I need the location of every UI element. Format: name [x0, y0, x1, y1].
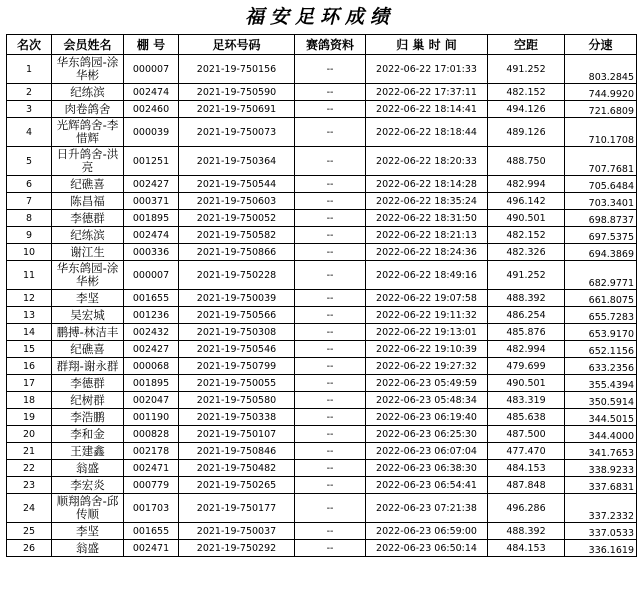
header-rank: 名次 — [7, 35, 52, 55]
table-row — [7, 84, 637, 101]
cell-pigeon-info: -- — [295, 341, 366, 358]
cell-ring-number: 2021-19-750107 — [179, 426, 295, 443]
cell-return-time: 2022-06-23 06:54:41 — [366, 477, 488, 494]
cell-return-time: 2022-06-23 06:19:40 — [366, 409, 488, 426]
cell-loft-number: 001190 — [124, 409, 179, 426]
cell-pigeon-info: -- — [295, 540, 366, 557]
cell-speed: 337.2332 — [565, 494, 637, 523]
cell-return-time: 2022-06-22 19:10:39 — [366, 341, 488, 358]
cell-loft-number: 000068 — [124, 358, 179, 375]
cell-distance: 489.126 — [488, 118, 565, 147]
cell-member-name: 翁盛 — [52, 540, 124, 557]
cell-return-time: 2022-06-22 18:24:36 — [366, 244, 488, 261]
cell-return-time: 2022-06-23 06:38:30 — [366, 460, 488, 477]
cell-pigeon-info: -- — [295, 261, 366, 290]
table-row — [7, 358, 637, 375]
cell-distance: 496.142 — [488, 193, 565, 210]
cell-pigeon-info: -- — [295, 227, 366, 244]
cell-rank: 1 — [7, 55, 52, 84]
cell-distance: 485.638 — [488, 409, 565, 426]
cell-ring-number: 2021-19-750544 — [179, 176, 295, 193]
cell-pigeon-info: -- — [295, 426, 366, 443]
cell-pigeon-info: -- — [295, 409, 366, 426]
cell-loft-number: 002427 — [124, 341, 179, 358]
cell-return-time: 2022-06-23 06:59:00 — [366, 523, 488, 540]
cell-distance: 485.876 — [488, 324, 565, 341]
table-row — [7, 290, 637, 307]
cell-ring-number: 2021-19-750039 — [179, 290, 295, 307]
cell-ring-number: 2021-19-750590 — [179, 84, 295, 101]
cell-loft-number: 002427 — [124, 176, 179, 193]
cell-distance: 482.994 — [488, 176, 565, 193]
cell-speed: 344.4000 — [565, 426, 637, 443]
cell-speed: 721.6809 — [565, 101, 637, 118]
cell-loft-number: 001655 — [124, 290, 179, 307]
table-row — [7, 227, 637, 244]
cell-loft-number: 002474 — [124, 227, 179, 244]
cell-ring-number: 2021-19-750846 — [179, 443, 295, 460]
cell-distance: 494.126 — [488, 101, 565, 118]
cell-return-time: 2022-06-22 17:01:33 — [366, 55, 488, 84]
cell-pigeon-info: -- — [295, 55, 366, 84]
table-row — [7, 375, 637, 392]
cell-loft-number: 001703 — [124, 494, 179, 523]
cell-loft-number: 000371 — [124, 193, 179, 210]
cell-pigeon-info: -- — [295, 290, 366, 307]
cell-distance: 484.153 — [488, 460, 565, 477]
table-row — [7, 341, 637, 358]
table-row — [7, 477, 637, 494]
cell-pigeon-info: -- — [295, 358, 366, 375]
cell-distance: 490.501 — [488, 375, 565, 392]
cell-speed: 344.5015 — [565, 409, 637, 426]
table-row — [7, 307, 637, 324]
cell-distance: 491.252 — [488, 55, 565, 84]
cell-ring-number: 2021-19-750482 — [179, 460, 295, 477]
table-row — [7, 392, 637, 409]
cell-return-time: 2022-06-22 19:27:32 — [366, 358, 488, 375]
cell-loft-number: 000007 — [124, 55, 179, 84]
cell-member-name: 翁盛 — [52, 460, 124, 477]
cell-member-name: 纪树群 — [52, 392, 124, 409]
cell-ring-number: 2021-19-750364 — [179, 147, 295, 176]
cell-loft-number: 001251 — [124, 147, 179, 176]
cell-rank: 15 — [7, 341, 52, 358]
header-loft-number: 棚 号 — [124, 35, 179, 55]
cell-distance: 482.152 — [488, 84, 565, 101]
table-row — [7, 118, 637, 147]
cell-ring-number: 2021-19-750177 — [179, 494, 295, 523]
cell-rank: 13 — [7, 307, 52, 324]
cell-ring-number: 2021-19-750055 — [179, 375, 295, 392]
cell-pigeon-info: -- — [295, 84, 366, 101]
header-pigeon-info: 赛鸽资料 — [295, 35, 366, 55]
cell-rank: 20 — [7, 426, 52, 443]
table-row — [7, 324, 637, 341]
table-row — [7, 193, 637, 210]
table-row — [7, 540, 637, 557]
cell-rank: 8 — [7, 210, 52, 227]
header-speed: 分速 — [565, 35, 637, 55]
cell-ring-number: 2021-19-750073 — [179, 118, 295, 147]
cell-return-time: 2022-06-22 19:11:32 — [366, 307, 488, 324]
cell-distance: 487.500 — [488, 426, 565, 443]
cell-ring-number: 2021-19-750799 — [179, 358, 295, 375]
cell-ring-number: 2021-19-750265 — [179, 477, 295, 494]
cell-member-name: 肉卷鸽舍 — [52, 101, 124, 118]
cell-member-name: 鹏搏-林洁丰 — [52, 324, 124, 341]
cell-distance: 482.994 — [488, 341, 565, 358]
cell-speed: 336.1619 — [565, 540, 637, 557]
cell-loft-number: 002471 — [124, 540, 179, 557]
cell-rank: 18 — [7, 392, 52, 409]
cell-member-name: 纪礁喜 — [52, 176, 124, 193]
header-return-time: 归 巢 时 间 — [366, 35, 488, 55]
cell-ring-number: 2021-19-750228 — [179, 261, 295, 290]
cell-ring-number: 2021-19-750037 — [179, 523, 295, 540]
cell-loft-number: 000828 — [124, 426, 179, 443]
cell-speed: 655.7283 — [565, 307, 637, 324]
cell-pigeon-info: -- — [295, 392, 366, 409]
cell-member-name: 陈昌福 — [52, 193, 124, 210]
cell-distance: 484.153 — [488, 540, 565, 557]
cell-speed: 341.7653 — [565, 443, 637, 460]
cell-distance: 487.848 — [488, 477, 565, 494]
table-body — [7, 55, 637, 557]
cell-member-name: 李坚 — [52, 290, 124, 307]
cell-pigeon-info: -- — [295, 244, 366, 261]
table-row — [7, 147, 637, 176]
cell-rank: 6 — [7, 176, 52, 193]
cell-return-time: 2022-06-23 06:50:14 — [366, 540, 488, 557]
cell-speed: 337.0533 — [565, 523, 637, 540]
results-table — [6, 34, 637, 557]
cell-distance: 496.286 — [488, 494, 565, 523]
header-distance: 空距 — [488, 35, 565, 55]
cell-ring-number: 2021-19-750580 — [179, 392, 295, 409]
cell-pigeon-info: -- — [295, 477, 366, 494]
cell-return-time: 2022-06-22 19:13:01 — [366, 324, 488, 341]
cell-pigeon-info: -- — [295, 523, 366, 540]
cell-member-name: 纪练滨 — [52, 227, 124, 244]
cell-speed: 705.6484 — [565, 176, 637, 193]
cell-pigeon-info: -- — [295, 460, 366, 477]
cell-rank: 7 — [7, 193, 52, 210]
cell-return-time: 2022-06-23 06:07:04 — [366, 443, 488, 460]
cell-member-name: 纪礁喜 — [52, 341, 124, 358]
cell-loft-number: 000779 — [124, 477, 179, 494]
cell-ring-number: 2021-19-750338 — [179, 409, 295, 426]
cell-loft-number: 000336 — [124, 244, 179, 261]
cell-pigeon-info: -- — [295, 375, 366, 392]
cell-speed: 652.1156 — [565, 341, 637, 358]
cell-rank: 14 — [7, 324, 52, 341]
cell-return-time: 2022-06-22 18:18:44 — [366, 118, 488, 147]
cell-rank: 4 — [7, 118, 52, 147]
cell-rank: 23 — [7, 477, 52, 494]
cell-ring-number: 2021-19-750156 — [179, 55, 295, 84]
cell-member-name: 王建鑫 — [52, 443, 124, 460]
cell-distance: 488.750 — [488, 147, 565, 176]
cell-rank: 9 — [7, 227, 52, 244]
cell-rank: 22 — [7, 460, 52, 477]
cell-speed: 694.3869 — [565, 244, 637, 261]
cell-speed: 803.2845 — [565, 55, 637, 84]
cell-member-name: 顺翔鸽舍-邱传顺 — [52, 494, 124, 523]
cell-member-name: 华东鸽园-涂华彬 — [52, 55, 124, 84]
header-member-name: 会员姓名 — [52, 35, 124, 55]
cell-distance: 482.326 — [488, 244, 565, 261]
cell-member-name: 李德群 — [52, 375, 124, 392]
cell-rank: 10 — [7, 244, 52, 261]
cell-loft-number: 001655 — [124, 523, 179, 540]
cell-speed: 355.4394 — [565, 375, 637, 392]
cell-member-name: 谢江生 — [52, 244, 124, 261]
cell-speed: 697.5375 — [565, 227, 637, 244]
cell-return-time: 2022-06-22 18:14:41 — [366, 101, 488, 118]
cell-rank: 5 — [7, 147, 52, 176]
cell-loft-number: 002460 — [124, 101, 179, 118]
cell-pigeon-info: -- — [295, 494, 366, 523]
cell-distance: 491.252 — [488, 261, 565, 290]
cell-pigeon-info: -- — [295, 147, 366, 176]
cell-rank: 19 — [7, 409, 52, 426]
table-row — [7, 494, 637, 523]
cell-rank: 21 — [7, 443, 52, 460]
table-row — [7, 210, 637, 227]
cell-distance: 488.392 — [488, 523, 565, 540]
cell-pigeon-info: -- — [295, 307, 366, 324]
cell-member-name: 李浩鹏 — [52, 409, 124, 426]
cell-speed: 661.8075 — [565, 290, 637, 307]
cell-loft-number: 001895 — [124, 375, 179, 392]
cell-ring-number: 2021-19-750308 — [179, 324, 295, 341]
cell-return-time: 2022-06-23 05:48:34 — [366, 392, 488, 409]
cell-member-name: 李和金 — [52, 426, 124, 443]
cell-return-time: 2022-06-22 17:37:11 — [366, 84, 488, 101]
cell-rank: 16 — [7, 358, 52, 375]
cell-ring-number: 2021-19-750603 — [179, 193, 295, 210]
cell-return-time: 2022-06-22 19:07:58 — [366, 290, 488, 307]
cell-rank: 3 — [7, 101, 52, 118]
cell-speed: 707.7681 — [565, 147, 637, 176]
cell-member-name: 李宏炎 — [52, 477, 124, 494]
cell-speed: 633.2356 — [565, 358, 637, 375]
cell-return-time: 2022-06-23 06:25:30 — [366, 426, 488, 443]
cell-loft-number: 001236 — [124, 307, 179, 324]
cell-distance: 479.699 — [488, 358, 565, 375]
cell-member-name: 光辉鸽舍-李惜辉 — [52, 118, 124, 147]
page-title: 福安足环成绩 — [244, 6, 395, 28]
cell-distance: 483.319 — [488, 392, 565, 409]
cell-speed: 338.9233 — [565, 460, 637, 477]
cell-return-time: 2022-06-22 18:21:13 — [366, 227, 488, 244]
cell-member-name: 纪练滨 — [52, 84, 124, 101]
cell-member-name: 李德群 — [52, 210, 124, 227]
cell-member-name: 华东鸽园-涂华彬 — [52, 261, 124, 290]
cell-loft-number: 000039 — [124, 118, 179, 147]
table-row — [7, 426, 637, 443]
cell-pigeon-info: -- — [295, 118, 366, 147]
table-row — [7, 443, 637, 460]
cell-pigeon-info: -- — [295, 324, 366, 341]
cell-loft-number: 002474 — [124, 84, 179, 101]
cell-ring-number: 2021-19-750052 — [179, 210, 295, 227]
cell-loft-number: 001895 — [124, 210, 179, 227]
cell-ring-number: 2021-19-750582 — [179, 227, 295, 244]
cell-loft-number: 000007 — [124, 261, 179, 290]
cell-speed: 710.1708 — [565, 118, 637, 147]
cell-member-name: 群翔-谢永群 — [52, 358, 124, 375]
cell-loft-number: 002432 — [124, 324, 179, 341]
cell-return-time: 2022-06-22 18:31:50 — [366, 210, 488, 227]
cell-member-name: 吴宏城 — [52, 307, 124, 324]
cell-speed: 653.9170 — [565, 324, 637, 341]
cell-speed: 350.5914 — [565, 392, 637, 409]
cell-pigeon-info: -- — [295, 176, 366, 193]
cell-distance: 488.392 — [488, 290, 565, 307]
cell-ring-number: 2021-19-750691 — [179, 101, 295, 118]
cell-rank: 26 — [7, 540, 52, 557]
cell-rank: 24 — [7, 494, 52, 523]
table-row — [7, 55, 637, 84]
cell-speed: 682.9771 — [565, 261, 637, 290]
table-row — [7, 523, 637, 540]
cell-rank: 25 — [7, 523, 52, 540]
cell-pigeon-info: -- — [295, 193, 366, 210]
cell-member-name: 日升鸽舍-洪亮 — [52, 147, 124, 176]
cell-rank: 11 — [7, 261, 52, 290]
cell-loft-number: 002047 — [124, 392, 179, 409]
cell-speed: 698.8737 — [565, 210, 637, 227]
cell-return-time: 2022-06-22 18:35:24 — [366, 193, 488, 210]
cell-rank: 12 — [7, 290, 52, 307]
cell-speed: 744.9920 — [565, 84, 637, 101]
cell-ring-number: 2021-19-750546 — [179, 341, 295, 358]
cell-distance: 490.501 — [488, 210, 565, 227]
cell-pigeon-info: -- — [295, 443, 366, 460]
cell-loft-number: 002471 — [124, 460, 179, 477]
cell-rank: 17 — [7, 375, 52, 392]
cell-return-time: 2022-06-22 18:20:33 — [366, 147, 488, 176]
cell-distance: 486.254 — [488, 307, 565, 324]
cell-return-time: 2022-06-22 18:49:16 — [366, 261, 488, 290]
table-row — [7, 244, 637, 261]
table-row — [7, 261, 637, 290]
cell-return-time: 2022-06-22 18:14:28 — [366, 176, 488, 193]
cell-ring-number: 2021-19-750566 — [179, 307, 295, 324]
table-row — [7, 460, 637, 477]
cell-return-time: 2022-06-23 07:21:38 — [366, 494, 488, 523]
cell-ring-number: 2021-19-750866 — [179, 244, 295, 261]
cell-speed: 703.3401 — [565, 193, 637, 210]
cell-pigeon-info: -- — [295, 210, 366, 227]
cell-distance: 477.470 — [488, 443, 565, 460]
cell-rank: 2 — [7, 84, 52, 101]
table-row — [7, 101, 637, 118]
header-ring-number: 足环号码 — [179, 35, 295, 55]
cell-ring-number: 2021-19-750292 — [179, 540, 295, 557]
cell-return-time: 2022-06-23 05:49:59 — [366, 375, 488, 392]
cell-distance: 482.152 — [488, 227, 565, 244]
table-row — [7, 176, 637, 193]
cell-loft-number: 002178 — [124, 443, 179, 460]
cell-speed: 337.6831 — [565, 477, 637, 494]
table-row — [7, 409, 637, 426]
cell-member-name: 李坚 — [52, 523, 124, 540]
table-header-row — [7, 35, 637, 55]
cell-pigeon-info: -- — [295, 101, 366, 118]
